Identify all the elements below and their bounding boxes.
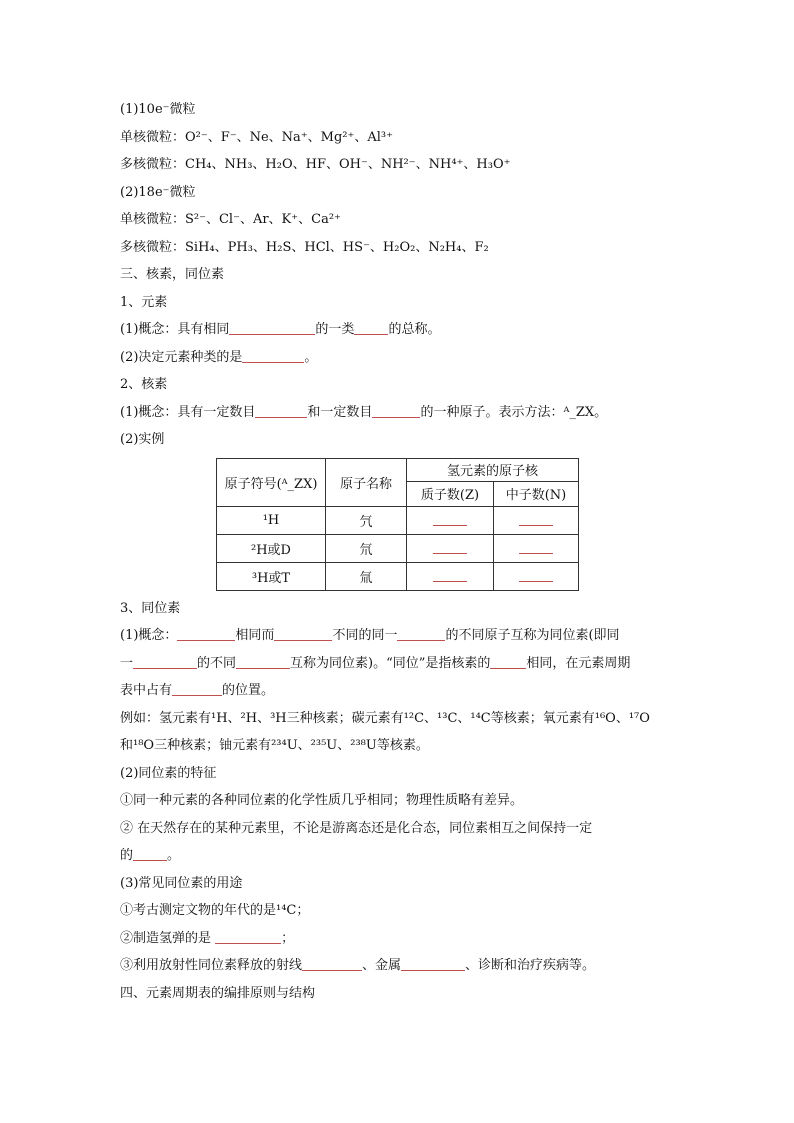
table-row	[217, 534, 579, 562]
text: 和一定数目	[307, 404, 373, 420]
section-three-heading: 三、核素，同位素	[120, 267, 225, 282]
element-title: 1、元素	[120, 294, 168, 310]
fill-blank[interactable]	[490, 654, 526, 669]
isotope-use-1: ①考古测定文物的年代的是¹⁴C；	[120, 903, 310, 918]
ten-electron-mono: 单核微粒：O²⁻、F⁻、Ne、Na⁺、Mg²⁺、Al³⁺	[120, 129, 393, 145]
nuclide-example: (2)实例	[120, 432, 165, 447]
fill-blank[interactable]	[274, 626, 332, 641]
text: ；	[281, 930, 295, 946]
neutrons-cell	[494, 506, 579, 534]
fill-blank[interactable]	[229, 320, 315, 335]
section-four-heading: 四、元素周期表的编排原则与结构	[120, 985, 316, 1001]
fill-blank[interactable]	[519, 539, 553, 554]
isotope-example-line1: 例如：氢元素有¹H、²H、³H三种核素；碳元素有¹²C、¹³C、¹⁴C等核素；氧元素有¹⁶O、¹⁷O	[120, 710, 650, 726]
table-row	[217, 562, 579, 590]
fill-blank[interactable]	[519, 511, 553, 526]
isotope-use-title: (3)常见同位素的用途	[120, 875, 243, 891]
row-name: 氘	[326, 534, 407, 562]
row-symbol: ³H或T	[217, 562, 326, 590]
fill-blank[interactable]	[133, 654, 197, 669]
eighteen-electron-mono: 单核微粒：S²⁻、Cl⁻、Ar、K⁺、Ca²⁺	[120, 212, 341, 227]
text: 的不同	[197, 655, 237, 671]
fill-blank[interactable]	[401, 956, 465, 971]
fill-blank[interactable]	[433, 511, 467, 526]
eighteen-electron-title: (2)18e⁻微粒	[120, 184, 196, 200]
text: (1)概念：	[120, 628, 178, 643]
isotope-title: 3、同位素	[120, 600, 181, 616]
text: 的	[120, 848, 134, 863]
text: 一	[120, 655, 134, 671]
protons-cell	[407, 534, 494, 562]
fill-blank[interactable]	[236, 654, 290, 669]
text: 表中占有	[120, 683, 173, 698]
table-row	[217, 506, 579, 534]
isotope-concept-line3	[120, 677, 680, 705]
text: 的不同原子互称为同位素(即同	[445, 628, 620, 643]
text: 。	[304, 349, 318, 365]
fill-blank[interactable]	[397, 626, 445, 641]
text: 不同的同一	[332, 628, 398, 643]
text: 的一种原子。表示方法：	[420, 404, 564, 420]
row-symbol: ¹H	[217, 506, 326, 534]
header-symbol: 原子符号(ᴬ_ZX)	[217, 458, 326, 506]
fill-blank[interactable]	[433, 567, 467, 582]
text: 。	[167, 848, 181, 863]
ten-electron-poly: 多核微粒：CH₄、NH₃、H₂O、HF、OH⁻、NH²⁻、NH⁴⁺、H₃O⁺	[120, 157, 511, 172]
text: (2)决定元素种类的是	[120, 349, 243, 365]
text: ②制造氢弹的是	[120, 930, 212, 946]
isotope-concept-line1	[120, 622, 680, 650]
fill-blank[interactable]	[177, 626, 235, 641]
fill-blank[interactable]	[242, 348, 304, 363]
text: (1)概念：具有一定数目	[120, 404, 256, 420]
isotope-feature-title: (2)同位素的特征	[120, 765, 217, 781]
text: 相同而	[235, 628, 275, 643]
isotope-feature-3	[120, 842, 680, 870]
isotope-feature-2: ② 在天然存在的某种元素里，不论是游离态还是化合态，同位素相互之间保持一定	[120, 820, 593, 836]
text: 、金属	[362, 958, 402, 973]
text: 的一类	[315, 322, 355, 337]
header-neutrons: 中子数(N)	[494, 481, 579, 506]
protons-cell	[407, 562, 494, 590]
text: 的位置。	[222, 683, 275, 698]
nuclide-title: 2、核素	[120, 377, 168, 392]
hydrogen-isotope-table	[216, 458, 579, 591]
text: (1)概念：具有相同	[120, 322, 230, 337]
text: ③利用放射性同位素释放的射线	[120, 958, 303, 973]
row-name: 氕	[326, 506, 407, 534]
text: 相同，在元素周期	[526, 655, 631, 671]
isotope-example-line2: 和¹⁸O三种核素；铀元素有²³⁴U、²³⁵U、²³⁸U等核素。	[120, 738, 429, 753]
text: 互称为同位素)。“同位”是指核素的	[290, 655, 491, 671]
row-name: 氚	[326, 562, 407, 590]
fill-blank[interactable]	[354, 320, 388, 335]
fill-blank[interactable]	[133, 846, 167, 861]
row-symbol: ²H或D	[217, 534, 326, 562]
element-decide	[120, 344, 680, 372]
fill-blank[interactable]	[372, 403, 420, 418]
isotope-use-2	[120, 925, 680, 953]
eighteen-electron-poly: 多核微粒：SiH₄、PH₃、H₂S、HCl、HS⁻、H₂O₂、N₂H₄、F₂	[120, 239, 489, 255]
fill-blank[interactable]	[172, 681, 222, 696]
protons-cell	[407, 506, 494, 534]
isotope-feature-1: ①同一种元素的各种同位素的化学性质几乎相同；物理性质略有差异。	[120, 793, 524, 808]
ten-electron-title: (1)10e⁻微粒	[120, 102, 196, 117]
neutrons-cell	[494, 534, 579, 562]
text: 的总称。	[388, 322, 441, 337]
fill-blank[interactable]	[215, 929, 281, 944]
isotope-concept-line2	[120, 650, 680, 678]
fill-blank[interactable]	[433, 539, 467, 554]
nuclide-concept	[120, 399, 680, 427]
fill-blank[interactable]	[302, 956, 362, 971]
header-nucleus: 氢元素的原子核	[407, 458, 579, 481]
fill-blank[interactable]	[519, 567, 553, 582]
element-concept	[120, 316, 680, 344]
text: 、诊断和治疗疾病等。	[465, 958, 596, 973]
nuclide-symbol: ᴬ_ZX。	[563, 404, 608, 420]
header-protons: 质子数(Z)	[407, 481, 494, 506]
fill-blank[interactable]	[255, 403, 307, 418]
isotope-use-3	[120, 952, 680, 980]
document-page	[120, 96, 680, 1007]
neutrons-cell	[494, 562, 579, 590]
header-name: 原子名称	[326, 458, 407, 506]
